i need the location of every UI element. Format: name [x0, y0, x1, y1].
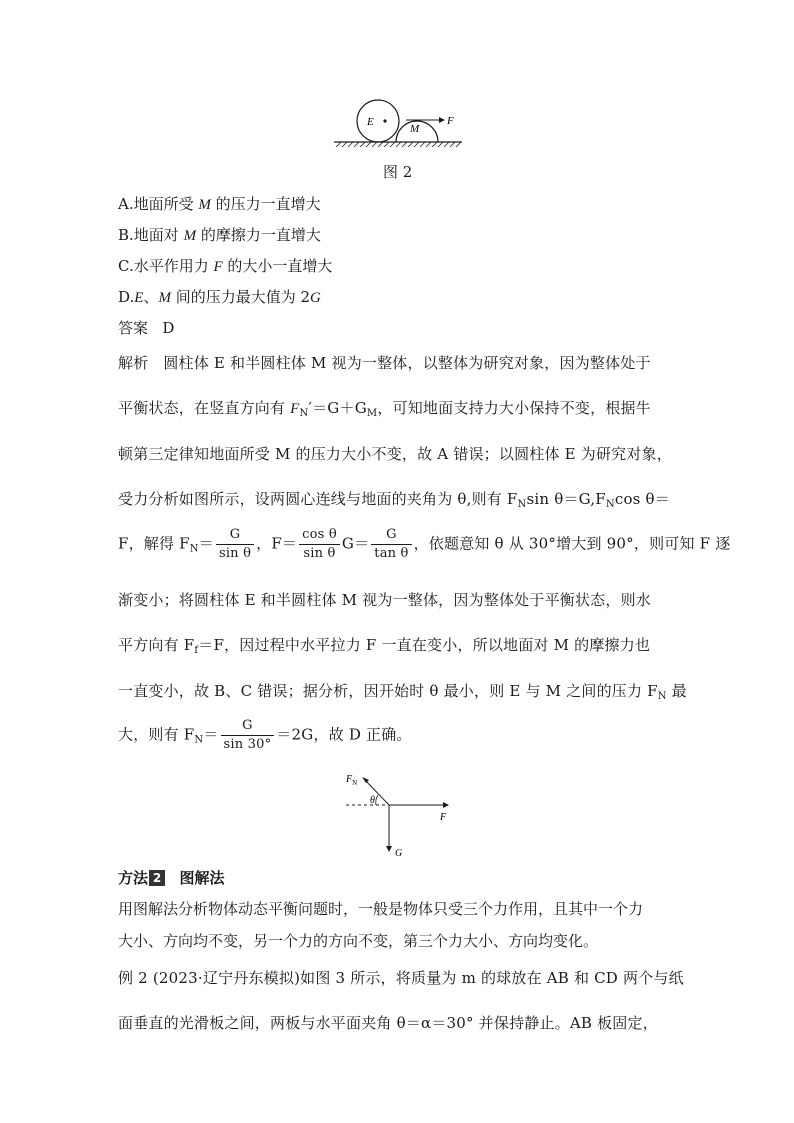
label-M: M	[410, 123, 420, 135]
ground-hatch	[334, 142, 462, 147]
analysis-line-9: 大，则有 $F_N=$ $\frac{G}{\sin 30^\circ}$ ＝2G，故 D 正确。	[118, 718, 412, 752]
analysis-line-6: 渐变小；将圆柱体 E 和半圆柱体 M 视为一整体，因为整体处于平衡状态，则水	[118, 591, 651, 609]
option-c: C.水平作用力 F 的大小一直增大	[118, 257, 333, 275]
label-F: F	[447, 115, 454, 127]
fraction-G-over-sin30: $\frac{G}{\sin 30^\circ}$	[221, 718, 275, 753]
option-a: A.地面所受 M 的压力一直增大	[118, 195, 321, 213]
analysis-line-5: F，解得 $F_N=$ $\frac{G}{\text{sin θ}}$ ，F＝ $\frac{\text{cos θ}}{\text{sin θ}}$ G＝ $\frac{G}{\text{tan θ}}$ ，依题意知 θ 从 30°增大到 90°，则可知 F 逐	[118, 527, 731, 561]
analysis-line-1: 解析 圆柱体 E 和半圆柱体 M 视为一整体，以整体为研究对象，因为整体处于	[118, 354, 651, 372]
method-heading: 方法 2 图解法	[118, 869, 225, 887]
figure-force-diagram	[340, 768, 460, 860]
example-line-2: 面垂直的光滑板之间，两板与水平面夹角 θ＝α＝30° 并保持静止。AB 板固定，	[118, 1014, 658, 1032]
analysis-line-4: 受力分析如图所示，设两圆心连线与地面的夹角为 θ,则有 $F_N\sin$ $\theta=G,F_N\cos$ θ＝	[118, 490, 670, 510]
answer-value: D	[162, 319, 175, 337]
example-line-1: 例 2 (2023·辽宁丹东模拟)如图 3 所示，将质量为 m 的球放在 AB 和 CD 两个与纸	[118, 969, 684, 987]
analysis-line-3: 顿第三定律知地面所受 M 的压力大小不变，故 A 错误；以圆柱体 E 为研究对象，	[118, 445, 672, 463]
label-E: E	[367, 116, 374, 128]
analysis-label: 解析	[118, 354, 149, 372]
label-theta: θ	[370, 795, 375, 806]
fraction-G-over-sin: $\frac{G}{\text{sin θ}}$	[216, 527, 254, 562]
method-number-badge: 2	[149, 870, 165, 886]
label-F-force: F	[440, 812, 447, 823]
method-text-line-2: 大小、方向均不变，另一个力的方向不变，第三个力大小、方向均变化。	[118, 932, 599, 950]
figure-cylinder-diagram	[330, 92, 470, 154]
figure-2-caption: 图 2	[383, 163, 413, 181]
answer-label: 答案	[118, 319, 149, 337]
option-b: B.地面对 M 的摩擦力一直增大	[118, 226, 321, 244]
cylinder-E	[357, 100, 399, 142]
label-FN: $F_N$	[346, 774, 358, 787]
option-d: D.E、M 间的压力最大值为 2G	[118, 288, 321, 306]
answer	[118, 317, 174, 338]
analysis-line-8: 一直变小，故 B、C 错误；据分析，因开始时 θ 最小，则 E 与 M 之间的压力 $F_N$ 最	[118, 682, 687, 702]
method-text-line-1: 用图解法分析物体动态平衡问题时，一般是物体只受三个力作用，且其中一个力	[118, 900, 644, 918]
force-arrow-FN	[365, 780, 389, 805]
analysis-line-7: 平方向有 $F_f=F$，因过程中水平拉力 F 一直在变小，所以地面对 M 的摩擦力也	[118, 636, 651, 656]
fraction-G-over-tan: $\frac{G}{\text{tan θ}}$	[371, 527, 411, 562]
fraction-cos-over-sin: $\frac{\text{cos θ}}{\text{sin θ}}$	[299, 527, 340, 562]
analysis-line-2: 平衡状态，在竖直方向有 $F_N'=G+G_M$，可知地面支持力大小保持不变，根据牛	[118, 399, 651, 419]
label-G: G	[395, 848, 403, 859]
